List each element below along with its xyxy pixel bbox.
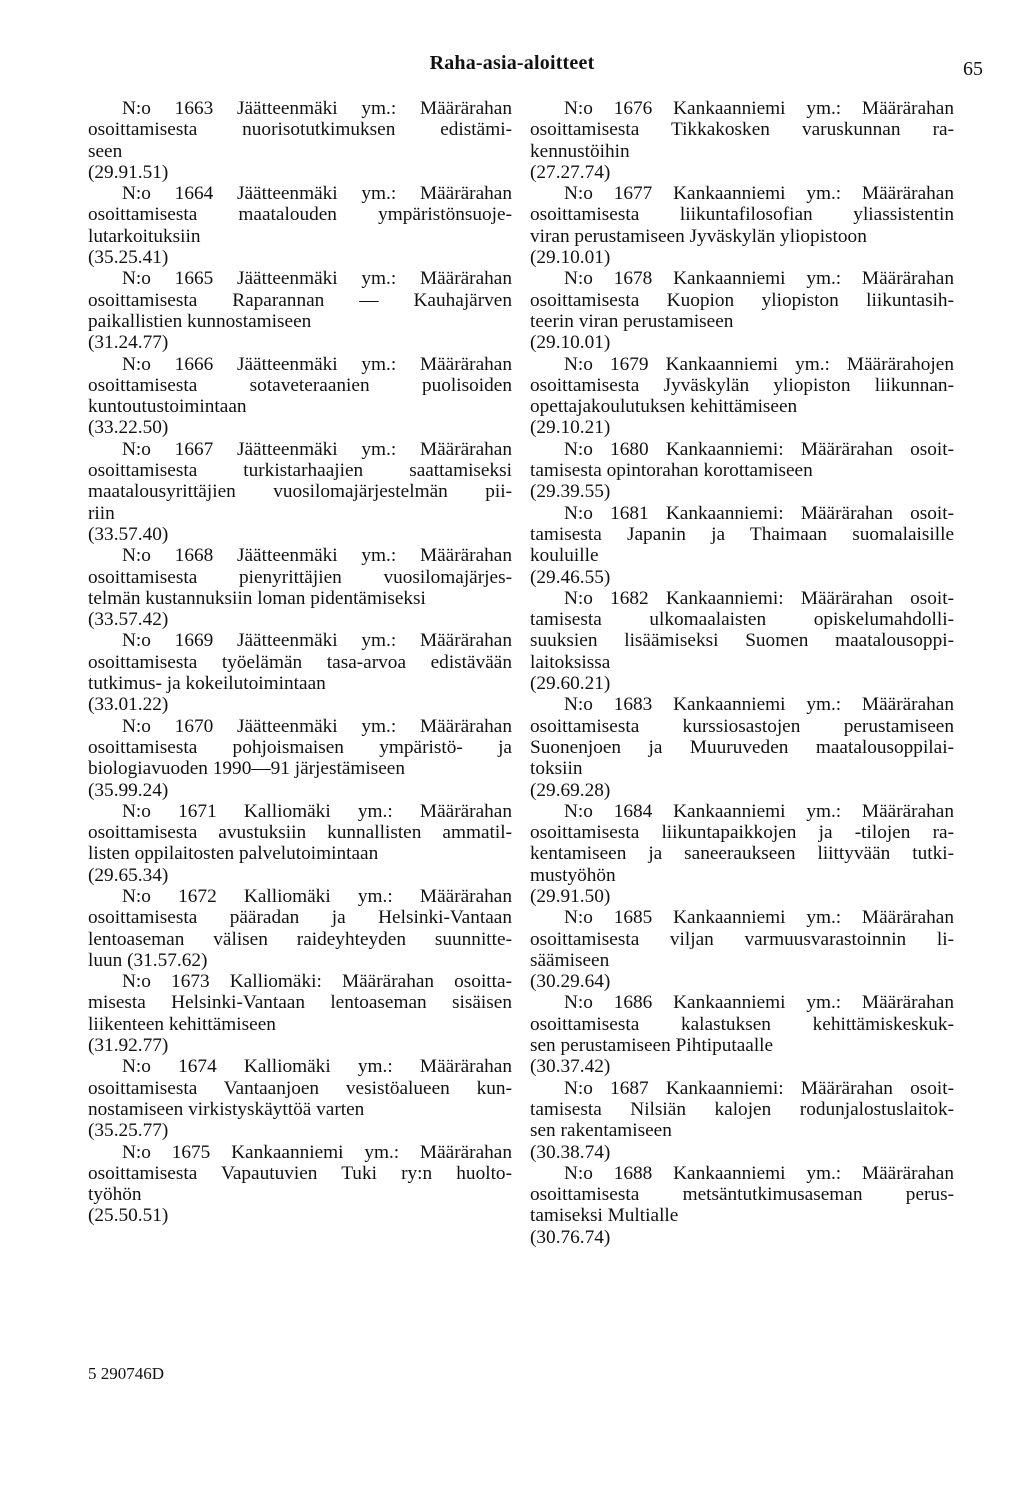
motion-text-line: tamiseksi Multialle [530, 1205, 679, 1227]
motion-entry [530, 183, 954, 268]
budget-item-code: (35.25.41) [88, 247, 169, 269]
budget-item-code: (30.37.42) [530, 1056, 611, 1078]
motion-text-line: osoittamisesta pienyrittäjien vuosilomajärjes- [88, 566, 512, 588]
motion-entry [88, 886, 512, 971]
motion-heading-line: N:o 1685 Kankaanniemi ym.: Määrärahan [564, 907, 954, 929]
motion-entry [88, 971, 512, 1056]
budget-item-code: (27.27.74) [530, 161, 611, 183]
running-title: Raha-asia-aloitteet [429, 52, 595, 74]
motion-text-line: luun (31.57.62) [88, 949, 208, 971]
motion-heading-line: N:o 1687 Kankaanniemi: Määrärahan osoit- [564, 1077, 954, 1099]
budget-item-code: (29.10.01) [530, 332, 611, 354]
budget-item-code: (29.69.28) [530, 779, 611, 801]
motion-text-line: osoittamisesta turkistarhaajien saattamiseksi [88, 460, 512, 482]
motion-entry [530, 1163, 954, 1248]
motion-entry [530, 1078, 954, 1163]
motion-heading-line: N:o 1676 Kankaanniemi ym.: Määrärahan [564, 98, 954, 119]
motion-heading-line: N:o 1679 Kankaanniemi ym.: Määrärahojen [564, 353, 954, 375]
motion-text-line: laitoksissa [530, 651, 611, 673]
motion-text-line: toksiin [530, 758, 583, 780]
motion-text-line: paikallistien kunnostamiseen [88, 310, 312, 332]
motion-text-line: kentamiseen ja saneeraukseen liittyvään tutki- [530, 843, 954, 865]
motion-entry [88, 630, 512, 715]
motion-entry [88, 801, 512, 886]
budget-item-code: (31.92.77) [88, 1035, 169, 1057]
budget-item-code: (30.29.64) [530, 971, 611, 993]
budget-item-code: (25.50.51) [88, 1205, 169, 1227]
motion-text-line: osoittamisesta Jyväskylän yliopiston liikunnan- [530, 374, 954, 396]
motion-entry [88, 268, 512, 353]
motion-text-line: osoittamisesta sotaveteraanien puolisoiden [88, 374, 512, 396]
motion-text-line: kennustöihin [530, 140, 630, 162]
motion-text-line: osoittamisesta työelämän tasa-arvoa edistävään [88, 651, 512, 673]
motion-entry [88, 716, 512, 801]
motion-text-line: osoittamisesta pääradan ja Helsinki-Vantaan [88, 907, 512, 929]
motion-text-line: osoittamisesta Raparannan — Kauhajärven [88, 289, 512, 311]
motion-text-line: tamisesta Nilsiän kalojen rodunjalostuslaitok- [530, 1098, 954, 1120]
motion-entry [530, 588, 954, 694]
motion-text-line: tamisesta Japanin ja Thaimaan suomalaisille [530, 523, 954, 545]
printing-code: 5 290746D [88, 1364, 165, 1383]
budget-item-code: (29.39.55) [530, 481, 611, 503]
motion-heading-line: N:o 1683 Kankaanniemi ym.: Määrärahan [564, 694, 954, 716]
motion-heading-line: N:o 1668 Jäätteenmäki ym.: Määrärahan [122, 545, 512, 567]
motion-heading-line: N:o 1688 Kankaanniemi ym.: Määrärahan [564, 1162, 954, 1184]
motion-text-line: misesta Helsinki-Vantaan lentoaseman sisäisen [88, 992, 512, 1014]
right-column [530, 98, 954, 1248]
motion-text-line: osoittamisesta maatalouden ympäristönsuoje- [88, 204, 512, 226]
page-number: 65 [963, 58, 983, 80]
motion-text-line: osoittamisesta Vapautuvien Tuki ry:n huolto- [88, 1162, 512, 1184]
running-header [0, 52, 1024, 86]
budget-item-code: (35.99.24) [88, 779, 169, 801]
motion-heading-line: N:o 1664 Jäätteenmäki ym.: Määrärahan [122, 183, 512, 205]
motion-heading-line: N:o 1669 Jäätteenmäki ym.: Määrärahan [122, 630, 512, 652]
motion-text-line: osoittamisesta viljan varmuusvarastoinnin li- [530, 928, 954, 950]
motion-heading-line: N:o 1681 Kankaanniemi: Määrärahan osoit- [564, 502, 954, 524]
motion-text-line: osoittamisesta kurssiosastojen perustamiseen [530, 715, 954, 737]
motion-entry [88, 1056, 512, 1141]
motion-text-line: lentoaseman välisen raideyhteyden suunnitte- [88, 928, 512, 950]
motion-text-line: lutarkoituksiin [88, 225, 201, 247]
motion-text-line: osoittamisesta liikuntapaikkojen ja -tilojen ra- [530, 822, 954, 844]
motion-entry [530, 439, 954, 503]
budget-item-code: (30.38.74) [530, 1141, 611, 1163]
motion-heading-line: N:o 1686 Kankaanniemi ym.: Määrärahan [564, 992, 954, 1014]
motion-text-line: säämiseen [530, 949, 610, 971]
motion-text-line: suuksien lisäämiseksi Suomen maatalousoppi- [530, 630, 954, 652]
motion-text-line: telmän kustannuksiin loman pidentämiseksi [88, 587, 426, 609]
budget-item-code: (31.24.77) [88, 332, 169, 354]
motion-entry [530, 694, 954, 800]
motion-text-line: osoittamisesta kalastuksen kehittämiskeskuk- [530, 1013, 954, 1035]
budget-item-code: (35.25.77) [88, 1120, 169, 1142]
motion-text-line: osoittamisesta Tikkakosken varuskunnan ra- [530, 119, 954, 141]
motion-text-line: listen oppilaitosten palvelutoimintaan [88, 843, 379, 865]
budget-item-code: (29.10.21) [530, 417, 611, 439]
motion-heading-line: N:o 1680 Kankaanniemi: Määrärahan osoit- [564, 438, 954, 460]
motion-text-line: viran perustamiseen Jyväskylän yliopistoon [530, 225, 867, 247]
motion-text-line: sen rakentamiseen [530, 1120, 672, 1142]
motion-heading-line: N:o 1670 Jäätteenmäki ym.: Määrärahan [122, 715, 512, 737]
motion-text-line: teerin viran perustamiseen [530, 310, 734, 332]
motion-text-line: sen perustamiseen Pihtiputaalle [530, 1035, 774, 1057]
motion-entry [530, 907, 954, 992]
motion-entry [88, 545, 512, 630]
motion-text-line: osoittamisesta Kuopion yliopiston liikuntasih- [530, 289, 954, 311]
motion-text-line: osoittamisesta liikuntafilosofian yliassistentin [530, 204, 954, 226]
motion-text-line: osoittamisesta pohjoismaisen ympäristö- ja [88, 736, 512, 758]
motion-heading-line: N:o 1682 Kankaanniemi: Määrärahan osoit- [564, 587, 954, 609]
motion-heading-line: N:o 1674 Kalliomäki ym.: Määrärahan [122, 1056, 512, 1078]
motion-text-line: mustyöhön [530, 864, 616, 886]
motion-heading-line: N:o 1673 Kalliomäki: Määrärahan osoitta- [122, 971, 512, 993]
budget-item-code: (33.57.42) [88, 609, 169, 631]
motion-heading-line: N:o 1672 Kalliomäki ym.: Määrärahan [122, 885, 512, 907]
motion-heading-line: N:o 1684 Kankaanniemi ym.: Määrärahan [564, 800, 954, 822]
motion-text-line: nostamiseen virkistyskäyttöä varten [88, 1098, 365, 1120]
motion-text-line: tamisesta ulkomaalaisten opiskelumahdolli- [530, 609, 954, 631]
motion-text-line: osoittamisesta nuorisotutkimuksen edistämi- [88, 119, 512, 141]
motion-text-line: seen [88, 140, 123, 162]
motion-entry [530, 98, 954, 183]
motion-text-line: kouluille [530, 545, 599, 567]
budget-item-code: (29.10.01) [530, 247, 611, 269]
budget-item-code: (33.01.22) [88, 694, 169, 716]
motion-text-line: riin [88, 502, 115, 524]
motion-entry [530, 354, 954, 439]
motion-text-line: osoittamisesta Vantaanjoen vesistöalueen kun- [88, 1077, 512, 1099]
motion-entry [88, 439, 512, 545]
motion-text-line: työhön [88, 1184, 142, 1206]
motion-heading-line: N:o 1665 Jäätteenmäki ym.: Määrärahan [122, 268, 512, 290]
motion-heading-line: N:o 1677 Kankaanniemi ym.: Määrärahan [564, 183, 954, 205]
motion-entry [530, 268, 954, 353]
motion-heading-line: N:o 1671 Kalliomäki ym.: Määrärahan [122, 800, 512, 822]
budget-item-code: (33.22.50) [88, 417, 169, 439]
budget-item-code: (29.91.51) [88, 161, 169, 183]
budget-item-code: (30.76.74) [530, 1226, 611, 1248]
budget-item-code: (33.57.40) [88, 523, 169, 545]
motion-entry [88, 1142, 512, 1227]
motion-text-line: kuntoutustoimintaan [88, 396, 247, 418]
budget-item-code: (29.65.34) [88, 864, 169, 886]
left-column [88, 98, 512, 1227]
budget-item-code: (29.46.55) [530, 566, 611, 588]
motion-text-line: tutkimus- ja kokeilutoimintaan [88, 673, 326, 695]
motion-text-line: osoittamisesta metsäntutkimusaseman perus- [530, 1184, 954, 1206]
motion-text-line: Suonenjoen ja Muuruveden maatalousoppilai- [530, 736, 954, 758]
motion-text-line: maatalousyrittäjien vuosilomajärjestelmän pii- [88, 481, 512, 503]
motion-text-line: tamisesta opintorahan korottamiseen [530, 460, 813, 482]
motion-heading-line: N:o 1667 Jäätteenmäki ym.: Määrärahan [122, 438, 512, 460]
motion-heading-line: N:o 1675 Kankaanniemi ym.: Määrärahan [122, 1141, 512, 1163]
motion-text-line: liikenteen kehittämiseen [88, 1013, 276, 1035]
motion-heading-line: N:o 1678 Kankaanniemi ym.: Määrärahan [564, 268, 954, 290]
motion-entry [88, 98, 512, 183]
motion-heading-line: N:o 1666 Jäätteenmäki ym.: Määrärahan [122, 353, 512, 375]
budget-item-code: (29.60.21) [530, 673, 611, 695]
budget-item-code: (29.91.50) [530, 885, 611, 907]
motion-heading-line: N:o 1663 Jäätteenmäki ym.: Määrärahan [122, 98, 512, 119]
motion-entry [88, 183, 512, 268]
motion-text-line: osoittamisesta avustuksiin kunnallisten ammatil- [88, 822, 512, 844]
motion-entry [530, 992, 954, 1077]
motion-text-line: opettajakoulutuksen kehittämiseen [530, 396, 798, 418]
motion-entry [530, 801, 954, 907]
motion-text-line: biologiavuoden 1990—91 järjestämiseen [88, 758, 406, 780]
motion-entry [530, 503, 954, 588]
motion-entry [88, 354, 512, 439]
